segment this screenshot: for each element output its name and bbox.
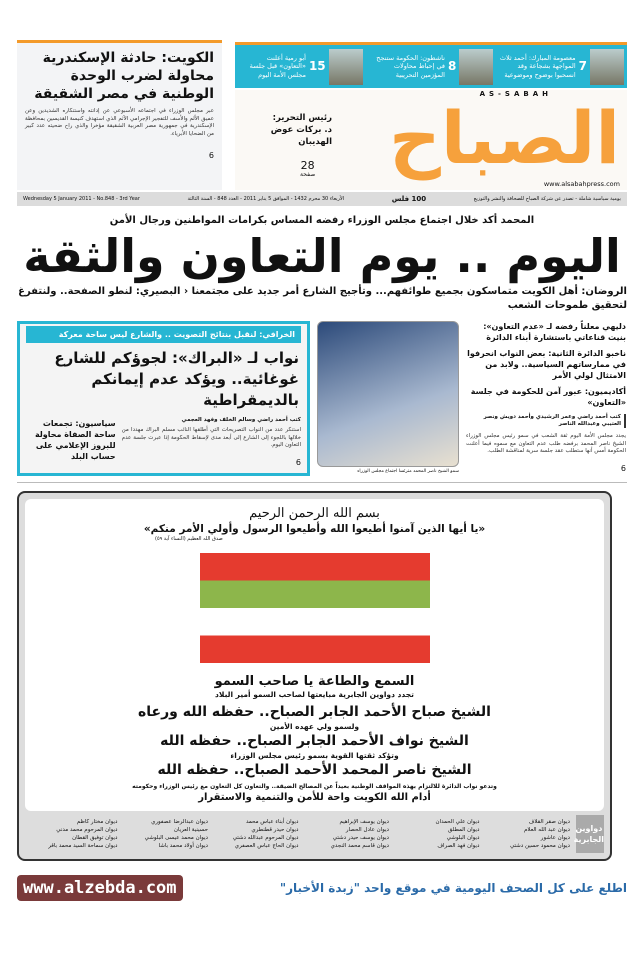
diwan-name: ديوان أولاد محمد باشا bbox=[158, 842, 208, 849]
date-bar bbox=[17, 192, 627, 206]
diwan-name: ديوان صقر القلاف bbox=[528, 818, 570, 825]
byline: كتب أحمد راضي وسالم الخلف وفهد العجمي bbox=[181, 417, 301, 423]
teaser-text: ناشطون: الحكومة ستنجح في إحباط محاولات المؤزمين التحريبية bbox=[376, 53, 445, 79]
diwan-name: ديوان المطلق bbox=[448, 826, 480, 833]
diwan-list bbox=[25, 815, 604, 853]
date-english: Wednesday 5 January 2011 - No.848 - 3rd Year bbox=[23, 195, 140, 202]
diwan-name: ديوان توفيق القطان bbox=[72, 834, 118, 841]
teaser-thumb bbox=[459, 49, 493, 85]
footer-banner bbox=[17, 875, 627, 901]
diwan-name: ديوان مختار كاظم bbox=[76, 818, 118, 825]
teaser[interactable] bbox=[235, 45, 366, 88]
emir-photo bbox=[200, 553, 430, 663]
teaser-page: 8 bbox=[447, 59, 457, 74]
pull-quote: سياسيون: تجمعات ساحة الصفاة محاولة للبروز الإعلامي على حساب البلد bbox=[34, 419, 116, 461]
date-arabic: الأربعاء 30 محرم 1432 - الموافق 5 يناير 2011 - العدد 848 - السنة الثالثة bbox=[187, 195, 345, 202]
ad-line: أدام الله الكويت واحة للأمن والتنمية والاستقرار bbox=[198, 791, 431, 803]
lead-headline[interactable]: اليوم .. يوم التعاون والثقة bbox=[23, 229, 621, 283]
publisher: يومية سياسية شاملة - تصدر عن شركة الصباح للصحافة والنشر والتوزيع bbox=[473, 195, 621, 202]
verse-ref: صدق الله العظيم (النساء آية ٥٩) bbox=[155, 535, 223, 542]
diwan-name: ديوان يوسف الإبراهيم bbox=[339, 818, 389, 825]
page-count-label: صفحة bbox=[300, 171, 316, 178]
byline: كتب أحمد راضي وعمر الرشيدي وأحمد دويش ونصر العتيبي وعبدالله الناصر bbox=[466, 414, 626, 428]
barrak-kicker: الخرافي: لنقبل بنتائج التصويت .. والشارع ليس ساحة معركة bbox=[26, 326, 301, 343]
subhead[interactable]: البصيري: لنطو الصفحة.. ولنتفرغ لتحقيق طموحات الشعب bbox=[18, 286, 627, 311]
basmala: بسم الله الرحمن الرحيم bbox=[249, 505, 380, 521]
page-ref[interactable]: 6 bbox=[620, 463, 626, 473]
page-body bbox=[17, 210, 627, 901]
verse: «يا أيها الذين آمنوا أطيعوا الله وأطيعوا الرسول وأولي الأمر منكم» bbox=[143, 522, 486, 535]
price: 100 فلس bbox=[391, 194, 427, 203]
footer-promo: اطلع على كل الصحف اليومية في موقع واحد "زبدة الأخبار" bbox=[279, 880, 627, 895]
diwan-name: ديوان حيدر قطنطري bbox=[251, 826, 299, 833]
footer-url[interactable]: www.alzebda.com bbox=[17, 875, 183, 901]
diwan-name: ديوان محمود حسين دشتي bbox=[509, 842, 570, 849]
teaser-bar bbox=[235, 42, 627, 88]
page-ref[interactable]: 6 bbox=[295, 457, 301, 467]
diwan-name: ديوان قاسم محمد النجدي bbox=[330, 842, 389, 849]
news-photo bbox=[317, 321, 459, 467]
diwan-name: ديوان عبدالرضا عصفوري bbox=[151, 818, 208, 825]
diwan-name: ديوان أبناء عباس محمد bbox=[245, 818, 299, 825]
page-ref[interactable]: 6 bbox=[208, 151, 214, 160]
barrak-headline[interactable]: نواب لـ «البراك»: لجوؤكم للشارع غوغائية.. ويؤكد عدم إيمانكم بالديمقراطية bbox=[54, 349, 299, 409]
ad-line: تجدد دواوين الجابرية مبايعتها لصاحب السمو أمير البلاد bbox=[215, 689, 414, 699]
bullet-headline[interactable]: أكاديميون: عبور آمن للحكومة في جلسة «التعاون» bbox=[470, 387, 626, 407]
allegiance-ad bbox=[17, 491, 612, 861]
diwan-name: ديوان سماحة السيد محمد باقر bbox=[48, 842, 118, 849]
ad-line: السمع والطاعة يا صاحب السمو bbox=[214, 673, 415, 689]
bullet-headline[interactable]: ناخبو الدائرة الثانية: بعض النواب انحرفوا في ممارساتهم السياسية.. ولابد من الامتثال لولي الأمر bbox=[467, 349, 626, 380]
subhead[interactable]: الروضان: أهل الكويت متماسكون بجميع طوائفهم... وتأجيج الشارع أمر جديد على مجتمعنا bbox=[191, 286, 627, 297]
diwan-name: ديوان المرحوم عبدالله دشتي bbox=[232, 834, 299, 841]
editor-info bbox=[240, 112, 332, 148]
bullet-headline[interactable]: دليهي معلناً رفضه لـ «عدم التعاون»: بنيت قناعاتي باستشارة أبناء الدائرة bbox=[483, 322, 626, 342]
ad-line: الشيخ ناصر المحمد الأحمد الصباح.. حفظه الله bbox=[157, 761, 472, 778]
photo-column bbox=[317, 321, 459, 475]
diwan-name: ديوان البلوشي bbox=[446, 834, 480, 841]
diwan-name: حسينية العريان bbox=[173, 826, 208, 833]
diwan-name: ديوان المرحوم محمد مدني bbox=[56, 826, 118, 833]
teaser-text: معصومة المبارك: أحمد ثلاث المواجهة بشجاعة وقد انسحبوا بوضوح وموضوعية bbox=[499, 53, 576, 79]
right-column bbox=[466, 321, 626, 475]
editor-name: د. بركات عوض الهديبان bbox=[270, 125, 332, 147]
diwan-name: ديوان فهد الصراف bbox=[437, 842, 480, 849]
teaser-thumb bbox=[590, 49, 624, 85]
article-body: يجدد مجلس الأمة اليوم ثقة الشعب في سمو رئيس مجلس الوزراء الشيخ ناصر المحمد برفضه طلب عدم التعاون مع سموه فيما أعلنت الحكومة أمس أنها ستطلب عقد جلسة سرية لمناقشة الطلب. bbox=[466, 433, 626, 454]
teaser[interactable] bbox=[366, 45, 497, 88]
diwan-name: ديوان يوسف حيدر دشتي bbox=[332, 834, 389, 841]
teaser-thumb bbox=[329, 49, 363, 85]
ad-line: وتدعو نواب الدائرة للالتزام بهذه المواقف الوطنية بعيداً عن المصالح الضيقة.. والتعاون كل التعاون مع رئيس الوزراء وحكومته bbox=[132, 782, 497, 790]
side-story-headline[interactable]: الكويت: حادثة الإسكندرية محاولة لضرب الوحدة الوطنية في مصر الشقيقة bbox=[34, 50, 214, 102]
teaser-text: أبو رمية أعلنت «التعاون» قبل جلسة مجلس الأمة اليوم bbox=[249, 53, 306, 79]
teaser-page: 15 bbox=[308, 59, 326, 74]
website-url[interactable]: www.alsabahpress.com bbox=[543, 180, 620, 188]
masthead-latin: AS-SABAH bbox=[479, 90, 552, 98]
masthead-logo: الصباح bbox=[389, 96, 620, 180]
teaser-page: 7 bbox=[578, 59, 587, 74]
teaser[interactable] bbox=[496, 45, 627, 88]
article-body: استنكر عدد من النواب التصريحات التي أطلقها النائب مسلم البراك مهددا من خلالها باللجوء إلى الشارع إلى أبعد مدى لإسقاط الحكومة إذا عبرت جلسة عدم التعاون اليوم. bbox=[121, 427, 301, 448]
editor-label: رئيس التحرير: bbox=[272, 113, 332, 123]
diwan-name: ديوان عاشور bbox=[540, 834, 570, 841]
lead-subheads: الروضان: أهل الكويت متماسكون بجميع طوائفهم... وتأجيج الشارع أمر جديد على مجتمعنا ‹ البصيري: لنطو الصفحة.. ولنتفرغ لتحقيق طموحات الشعب bbox=[18, 286, 627, 311]
ad-line: الشيخ نواف الأحمد الجابر الصباح.. حفظه الله bbox=[160, 732, 469, 749]
side-story-body: عبر مجلس الوزراء في اجتماعه الأسبوعي عن إدانته واستنكاره الشديدين وعن عميق الألم والأسف للتفجير الإجرامي الآثم الذي استهدف كنيسة القديسين بمحافظة الإسكندرية في جمهورية مصر العربية الشقيقة مؤخرا والذي راح ضحيته عدد كبير من الضحايا الأبرياء. bbox=[25, 108, 214, 137]
diwan-name: ديوان علي الحمدان bbox=[435, 818, 480, 825]
ad-line: ولسمو ولي عهده الأمين bbox=[269, 721, 360, 731]
diwan-name: ديوان عادل الحصار bbox=[345, 826, 389, 833]
ad-line: وتؤكد ثقتها القوية بسمو رئيس مجلس الوزراء bbox=[230, 750, 399, 760]
barrak-story bbox=[17, 321, 310, 476]
lead-kicker: المحمد أكد خلال اجتماع مجلس الوزراء رفضه المساس بكرامات المواطنين ورجال الأمن bbox=[109, 215, 535, 226]
diwans-label: دواوين الجابرية bbox=[576, 815, 604, 853]
divider bbox=[17, 482, 627, 483]
stories-row bbox=[17, 321, 627, 476]
page-count bbox=[300, 160, 315, 178]
ad-line: الشيخ صباح الأحمد الجابر الصباح.. حفظه الله ورعاه bbox=[138, 703, 491, 720]
page-count-number: 28 bbox=[300, 159, 315, 172]
side-story-box bbox=[17, 40, 222, 190]
photo-caption: سمو الشيخ ناصر المحمد مترئسا اجتماع مجلس الوزراء bbox=[357, 469, 459, 474]
diwan-name: ديوان الحاج عباس العصفري bbox=[234, 842, 299, 849]
diwan-name: ديوان محمد عيسى البلوشي bbox=[144, 834, 208, 841]
diwan-name: ديوان عبد الله العلام bbox=[524, 826, 570, 833]
